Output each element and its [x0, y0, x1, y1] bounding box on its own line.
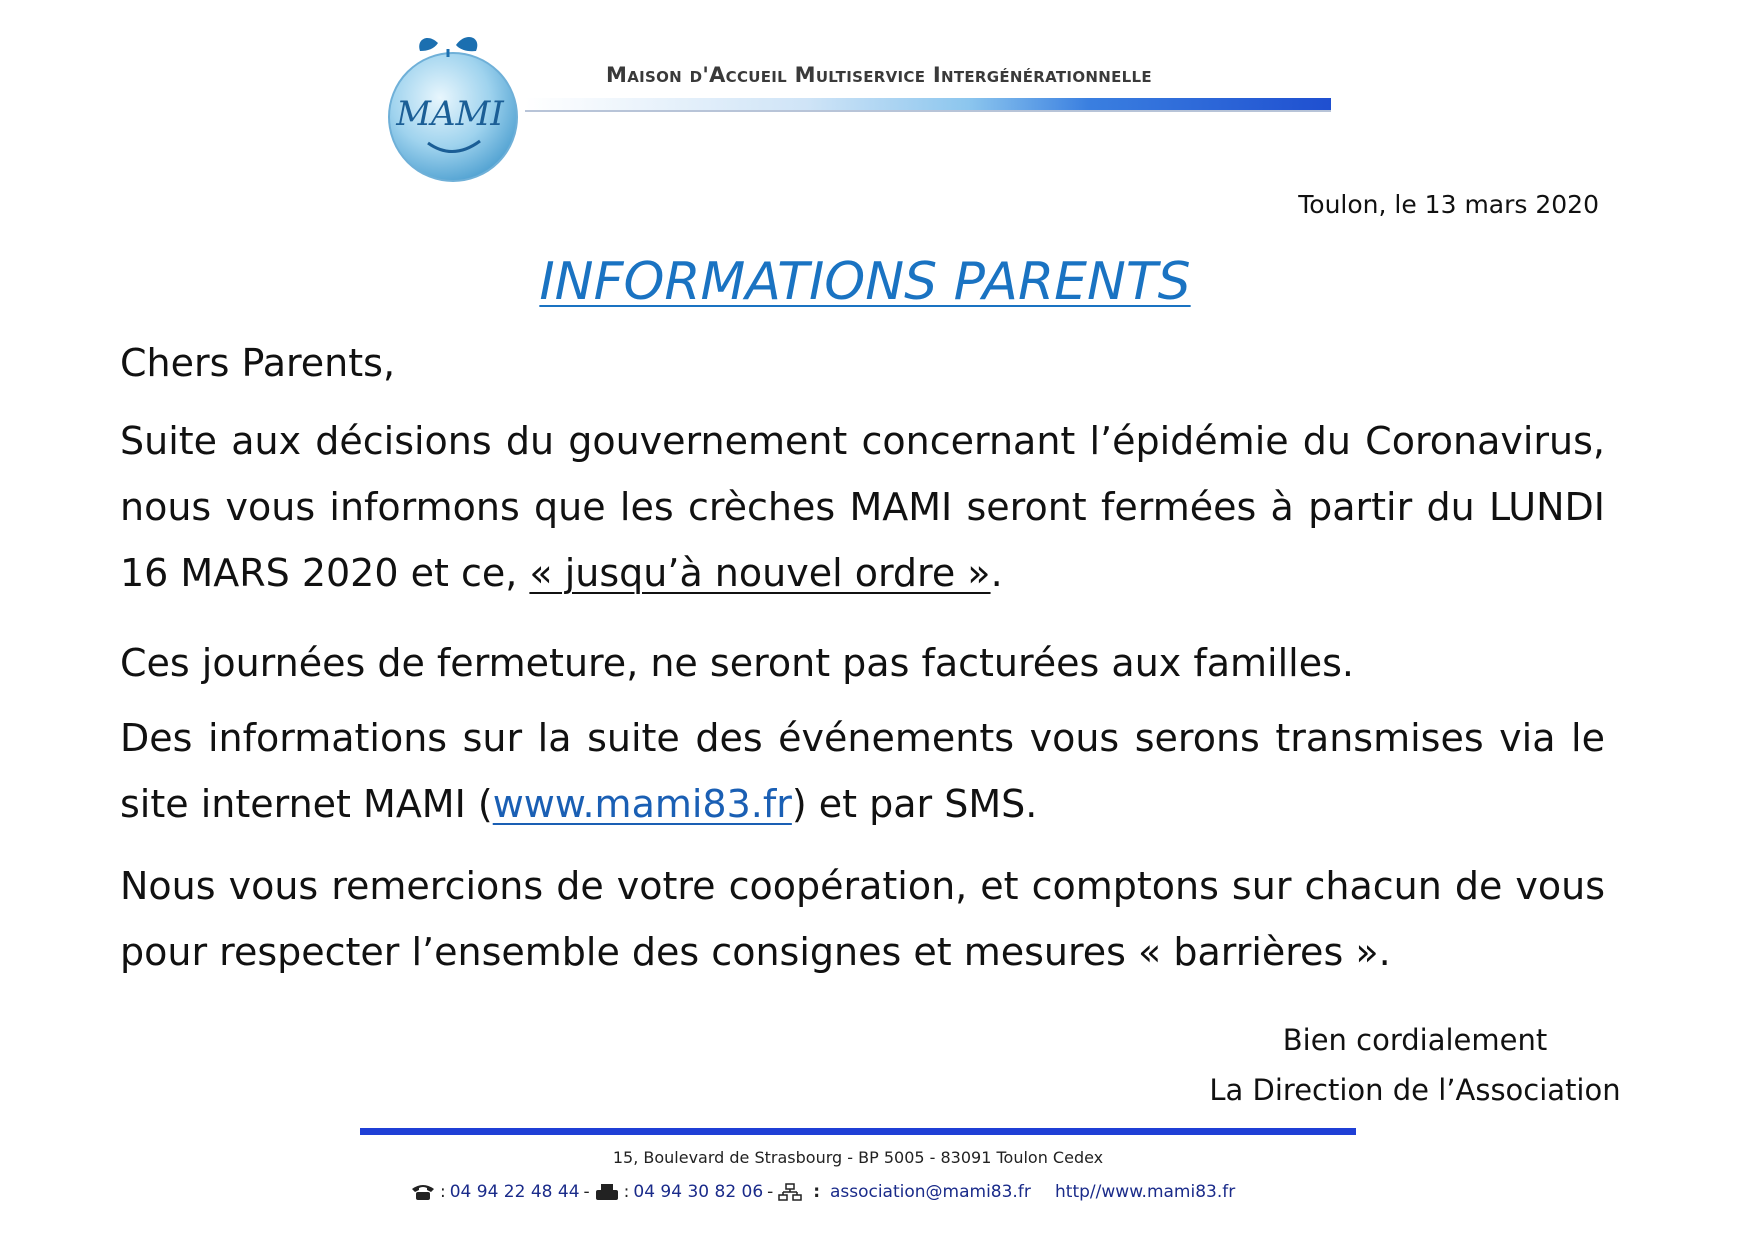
email-link[interactable]: association@mami83.fr — [829, 1182, 1031, 1202]
phone-icon — [410, 1182, 436, 1202]
paragraph-text: ) et par SMS. — [791, 782, 1038, 826]
footer-address: 15, Boulevard de Strasbourg - BP 5005 - 83091 Toulon Cedex — [612, 1148, 1104, 1167]
closing-greeting: Bien cordialement — [1282, 1023, 1548, 1057]
paragraph-thanks: Nous vous remercions de votre coopération, et comptons sur chacun de vous pour respecter l’ensemble des consignes et mesures « barrières ». — [120, 864, 1605, 974]
fax-icon — [594, 1182, 620, 1202]
closing-signature: La Direction de l’Association — [1209, 1073, 1621, 1107]
header-gradient-bar — [525, 96, 1331, 114]
signature-block — [1185, 1015, 1645, 1115]
paragraph-closure-notice — [120, 408, 1605, 606]
mami-logo — [378, 25, 528, 185]
letter-date: Toulon, le 13 mars 2020 — [1298, 190, 1599, 219]
paragraph-text: Des informations sur la suite des événements vous serons transmises via le site internet MAMI ( — [120, 716, 1605, 826]
footer-divider — [360, 1128, 1356, 1135]
organization-name: Maison d'Accueil Multiservice Intergénérationnelle — [606, 63, 1152, 87]
website-link[interactable]: www.mami83.fr — [492, 782, 792, 826]
fax-number: 04 94 30 82 06 — [633, 1182, 764, 1202]
phone-number: 04 94 22 48 44 — [449, 1182, 580, 1202]
paragraph-updates — [120, 705, 1605, 837]
svg-text:MAMI: MAMI — [396, 94, 504, 134]
letter-title: INFORMATIONS PARENTS — [539, 252, 1191, 312]
network-icon — [777, 1182, 803, 1202]
paragraph-billing: Ces journées de fermeture, ne seront pas facturées aux familles. — [120, 641, 1354, 685]
footer-contacts: : 04 94 22 48 44 - : 04 94 30 82 06 - : association@mami83.fr http//www.mami83.fr — [410, 1182, 1310, 1202]
until-further-notice-text: « jusqu’à nouvel ordre » — [529, 551, 991, 595]
salutation: Chers Parents, — [120, 341, 396, 385]
paragraph-text: Suite aux décisions du gouvernement concernant l’épidémie du Coronavirus, nous vous informons que les crèches MAMI seront fermées à partir du LUNDI 16 MARS 2020 et ce, — [120, 419, 1605, 595]
paragraph-end: . — [990, 551, 1003, 595]
footer-website-link[interactable]: http//www.mami83.fr — [1055, 1182, 1236, 1202]
